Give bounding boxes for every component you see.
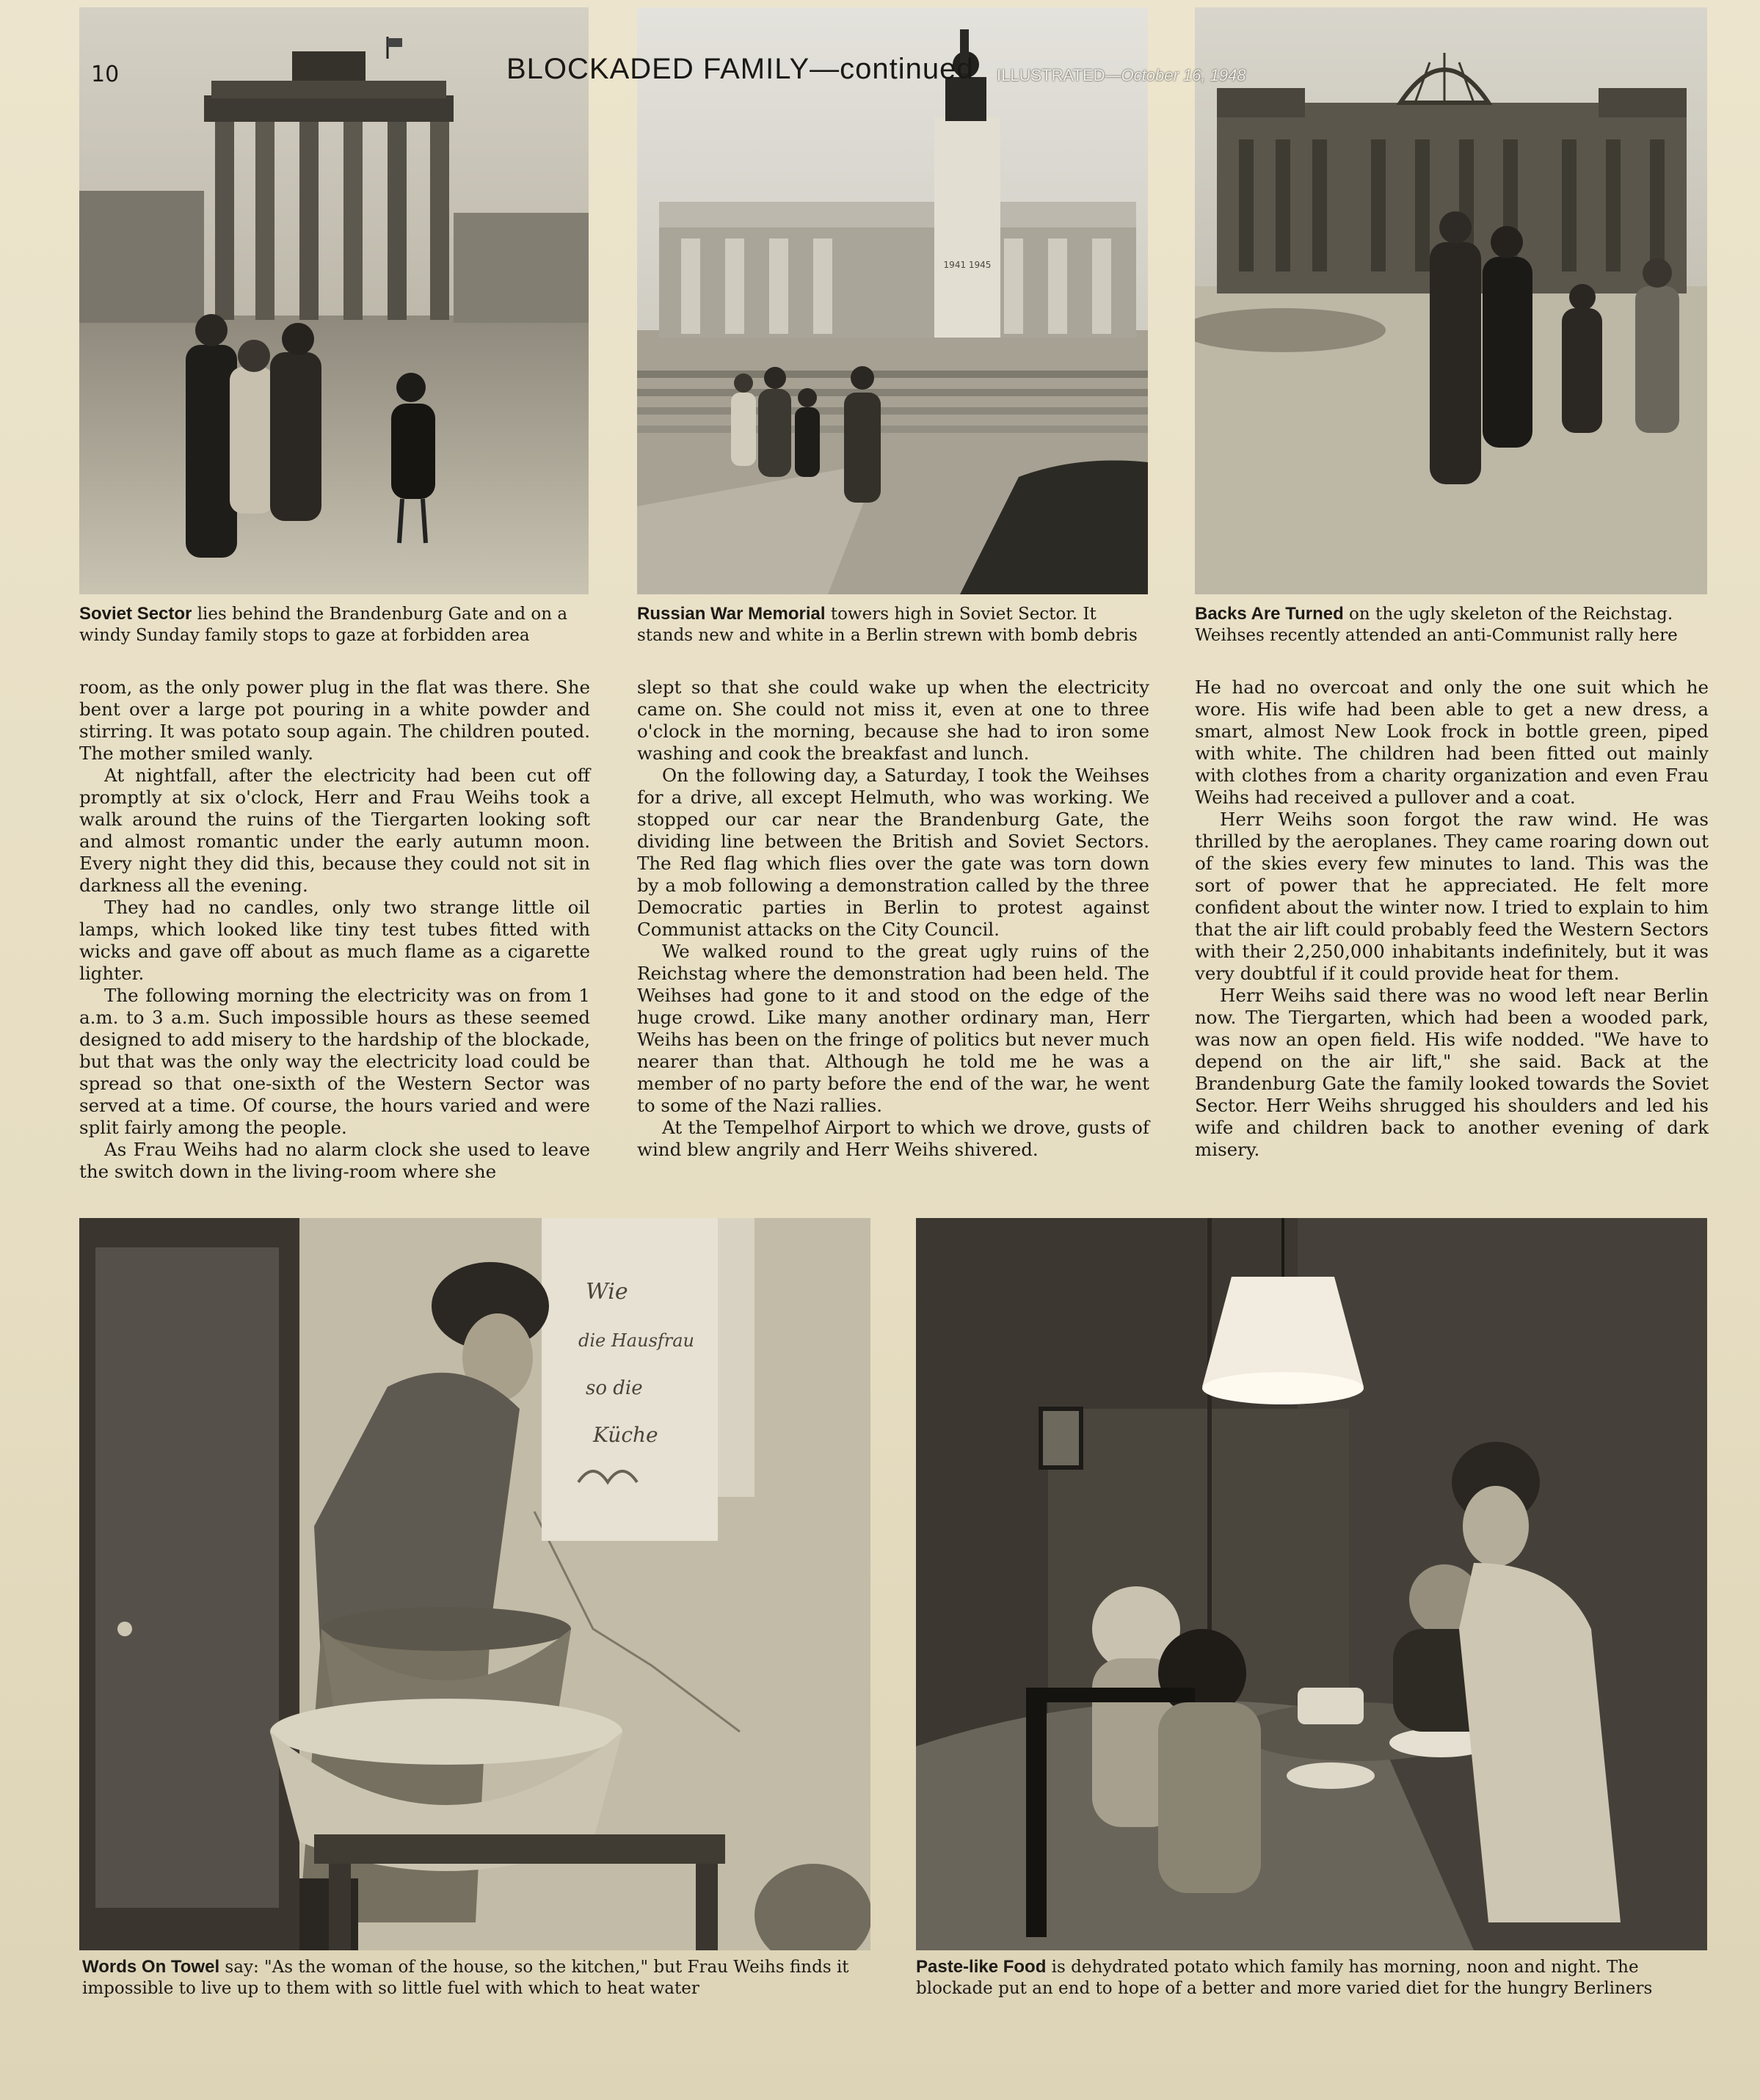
issue-line xyxy=(997,66,1246,85)
caption-brandenburg xyxy=(79,603,590,646)
caption-reichstag xyxy=(1195,603,1709,646)
caption-body: say: "As the woman of the house, so the kitchen," but Frau Weihs finds it impossible to live up to them with so little fuel with which to heat water xyxy=(82,1958,849,1998)
paragraph: Herr Weihs soon forgot the raw wind. He was thrilled by the aeroplanes. They came roaring down out of the skies every few minutes to land. This was the sort of power that he appreciated. He felt more confident about the winter now. I tried to explain to him that the air lift could probably feed the Western Sectors with their 2,250,000 inhabitants indefinitely, but it was very doubtful if it could provide heat for them. xyxy=(1195,809,1709,984)
caption-title: Paste-like Food xyxy=(916,1957,1047,1977)
article-column-2 xyxy=(637,677,1149,1161)
article-column-1 xyxy=(79,677,590,1183)
caption-title: Soviet Sector xyxy=(79,604,192,624)
paragraph: He had no overcoat and only the one suit which he wore. His wife had been able to get a new dress, a smart, almost New Look frock in bottle green, piped with white. The children had been fitted out mainly with clothes from a charity organization and even Frau Weihs had received a pullover and a coat. xyxy=(1195,677,1709,808)
paragraph: At the Tempelhof Airport to which we drove, gusts of wind blew angrily and Herr Weihs shivered. xyxy=(637,1117,1149,1160)
photo-words-on-towel xyxy=(79,1218,870,1950)
photo-reichstag xyxy=(1195,7,1707,594)
issue-date: October 16, 1948 xyxy=(1121,66,1246,84)
magazine-name: ILLUSTRATED— xyxy=(997,66,1121,84)
photo-russian-war-memorial xyxy=(637,7,1148,594)
caption-body: towers high in Soviet Sector. It stands new and white in a Berlin strewn with bomb debris xyxy=(637,605,1138,645)
article-column-3 xyxy=(1195,677,1709,1161)
towel-word: die Hausfrau xyxy=(578,1330,695,1351)
caption-title: Backs Are Turned xyxy=(1195,604,1344,624)
towel-word: Küche xyxy=(593,1423,658,1447)
page-number: 10 xyxy=(91,62,120,87)
photo-brandenburg-gate xyxy=(79,7,589,594)
towel-word: so die xyxy=(586,1377,643,1399)
paragraph: slept so that she could wake up when the electricity came on. She could not miss it, even at one to three o'clock in the morning, because she had to iron some washing and cook the breakfast and lunch. xyxy=(637,677,1149,764)
paragraph: As Frau Weihs had no alarm clock she used to leave the switch down in the living-room where she xyxy=(79,1139,590,1182)
paragraph: At nightfall, after the electricity had been cut off promptly at six o'clock, Herr and Frau Weihs took a walk around the ruins of the Tiergarten looking soft and almost romantic under the early autumn moon. Every night they did this, because they could not sit in darkness all the evening. xyxy=(79,765,590,896)
paragraph: The following morning the electricity was on from 1 a.m. to 3 a.m. Such impossible hours as these seemed designed to add misery to the hardship of the blockade, but that was the only way the electricity load could be spread so that one-sixth of the Western Sector was served at a time. Of course, the hours varied and were split fairly among the people. xyxy=(79,985,590,1138)
paragraph: We walked round to the great ugly ruins of the Reichstag where the demonstration had been held. The Weihses had gone to it and stood on the edge of the huge crowd. Like many another ordinary man, Herr Weihs has been on the fringe of politics but never much nearer than that. Although he told me he was a member of no party before the end of the war, he went to some of the Nazi rallies. xyxy=(637,941,1149,1116)
caption-body: lies behind the Brandenburg Gate and on a windy Sunday family stops to gaze at forbidden area xyxy=(79,605,568,645)
caption-body: is dehydrated potato which family has morning, noon and night. The blockade put an end to hope of a better and more varied diet for the hungry Berliners xyxy=(916,1958,1653,1998)
caption-title: Russian War Memorial xyxy=(637,604,826,624)
towel-word: Wie xyxy=(586,1279,628,1305)
memorial-inscription: 1941 1945 xyxy=(943,260,992,270)
caption-towel xyxy=(82,1956,870,1999)
caption-body: on the ugly skeleton of the Reichstag. Weihses recently attended an anti-Communist rally here xyxy=(1195,605,1678,645)
running-head: BLOCKADED FAMILY—continued xyxy=(506,53,974,85)
caption-title: Words On Towel xyxy=(82,1957,220,1977)
photo-paste-like-food xyxy=(916,1218,1707,1950)
paragraph: On the following day, a Saturday, I took the Weihses for a drive, all except Helmuth, who was working. We stopped our car near the Brandenburg Gate, the dividing line between the British and Soviet Sectors. The Red flag which flies over the gate was torn down by a mob following a demonstration called by the three Democratic parties in Berlin to protest against Communist attacks on the City Council. xyxy=(637,765,1149,940)
paragraph: Herr Weihs said there was no wood left near Berlin now. The Tiergarten, which had been a wooded park, was now an open field. His wife nodded. "We have to depend on the air lift," she said. Back at the Brandenburg Gate the family looked towards the Soviet Sector. Herr Weihs shrugged his shoulders and led his wife and children back to another evening of dark misery. xyxy=(1195,985,1709,1160)
caption-memorial xyxy=(637,603,1149,646)
paragraph: They had no candles, only two strange little oil lamps, which looked like tiny test tubes fitted with wicks and gave off about as much flame as a cigarette lighter. xyxy=(79,897,590,984)
paragraph: room, as the only power plug in the flat was there. She bent over a large pot pouring in a white powder and stirring. It was potato soup again. The children pouted. The mother smiled wanly. xyxy=(79,677,590,764)
caption-food xyxy=(916,1956,1707,1999)
